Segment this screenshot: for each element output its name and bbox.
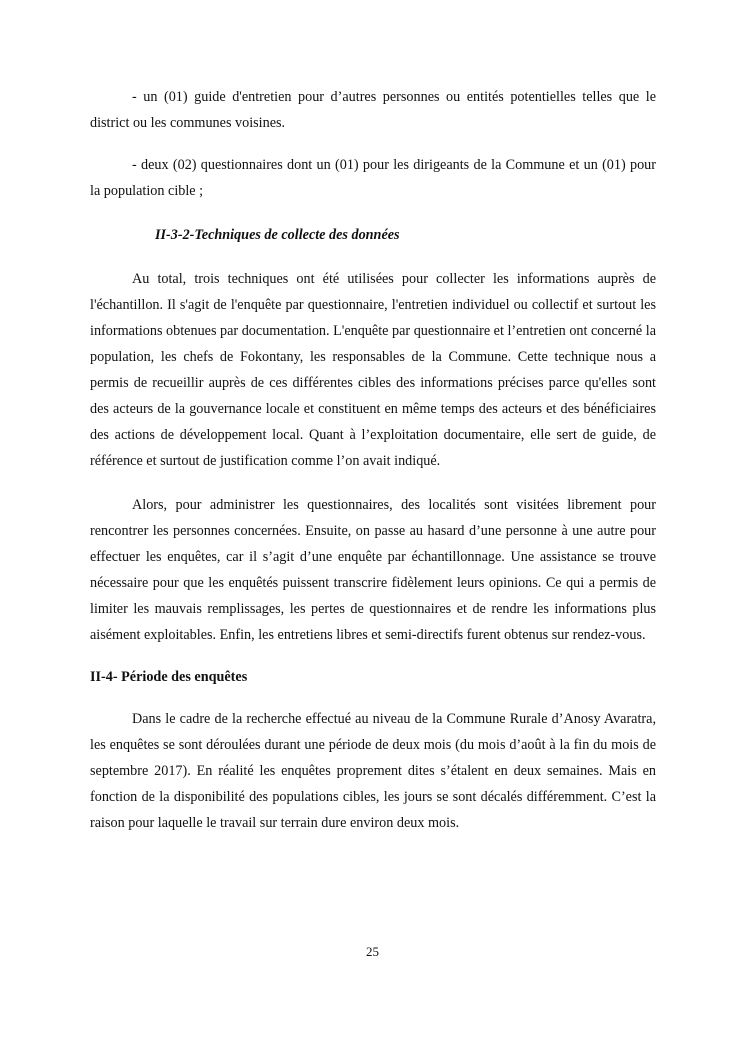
paragraph-survey-period: Dans le cadre de la recherche effectué au niveau de la Commune Rurale d’Anosy Avaratra, les enquêtes se sont déroulées durant une période de deux mois (du mois d’août à la fin du mois de septembre 2017). En réalité les enquêtes proprement dites s’étalent en deux semaines. Mais en fonction de la disponibilité des populations cibles, les jours se sont décalés différemment. C’est la raison pour laquelle le travail sur terrain dure environ deux mois. [90, 711, 656, 831]
subsection-heading: II-3-2-Techniques de collecte des données [155, 227, 400, 243]
section-heading: II-4- Période des enquêtes [90, 669, 248, 685]
bullet-paragraph-questionnaires: - deux (02) questionnaires dont un (01) pour les dirigeants de la Commune et un (01) pour la population cible ; [90, 157, 656, 199]
paragraph-administration: Alors, pour administrer les questionnaires, des localités sont visitées librement pour rencontrer les personnes concernées. Ensuite, on passe au hasard d’une personne à une autre pour effectuer les enquêtes, car il s’agit d’une enquête par échantillonnage. Une assistance se trouve nécessaire pour que les enquêtés puissent transcrire fidèlement leurs opinions. Ce qui a permis de limiter les mauvais remplissages, les pertes de questionnaires et de rendre les informations plus aisément exploitables. Enfin, les entretiens libres et semi-directifs furent obtenus sur rendez-vous. [90, 497, 656, 643]
page-number: 25 [366, 944, 379, 959]
document-page [90, 84, 656, 836]
paragraph-techniques: Au total, trois techniques ont été utilisées pour collecter les informations auprès de l'échantillon. Il s'agit de l'enquête par questionnaire, l'entretien individuel ou collectif et surtout les informations obtenues par documentation. L'enquête par questionnaire et l’entretien ont concerné la population, les chefs de Fokontany, les responsables de la Commune. Cette technique nous a permis de recueillir auprès de ces différentes cibles des informations précises parce qu'elles sont des acteurs de la gouvernance locale et constituent en même temps des acteurs et des bénéficiaires des actions de développement local. Quant à l’exploitation documentaire, elle sert de guide, de référence et surtout de justification comme l’on avait indiqué. [90, 271, 656, 469]
bullet-paragraph-interview-guide: - un (01) guide d'entretien pour d’autres personnes ou entités potentielles telles que le district ou les communes voisines. [90, 89, 656, 131]
